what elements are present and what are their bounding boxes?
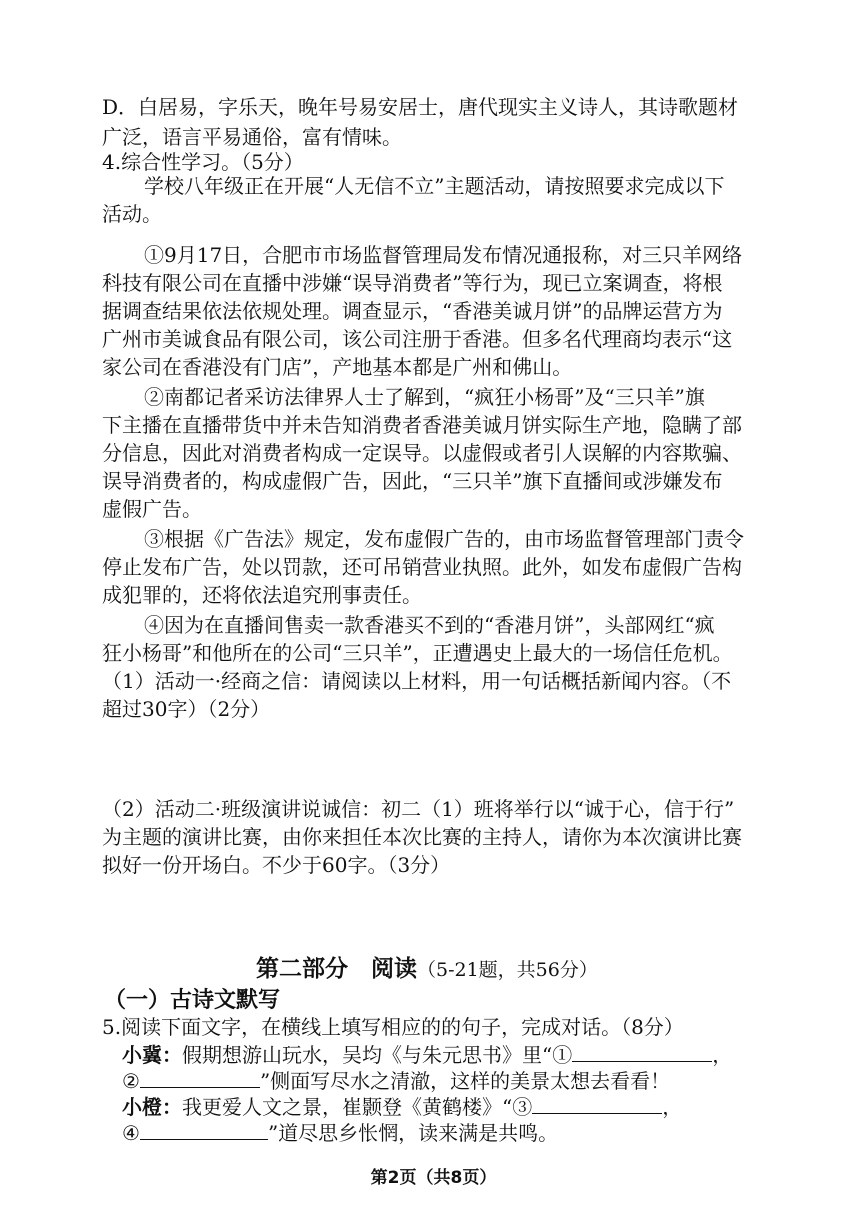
q4-sub1-line-1: （1）活动一·经商之信：请阅读以上材料，用一句话概括新闻内容。（不 [102,669,732,693]
q5-line-2-start: ② [122,1069,140,1093]
q5-line-2 [122,1068,670,1094]
q5-line-3-text: 我更爱人文之景，崔颢登《黄鹤楼》“③ [182,1095,533,1119]
section-1-title: （一）古诗文默写 [104,988,281,1013]
q5-line-4 [122,1120,558,1146]
q5-line-4-text: ”道尽思乡怅惘，读来满是共鸣。 [267,1121,559,1145]
material-3-line-2: 停止发布广告，处以罚款，还可吊销营业执照。此外，如发布虚假广告构 [102,555,742,579]
q4-sub2-line-1: （2）活动二·班级演讲说诚信：初二（1）班将举行以“诚于心，信于行” [102,797,735,821]
q5-title: 5.阅读下面文字，在横线上填写相应的的句子，完成对话。（8分） [102,1015,684,1039]
material-3-line-1: ③根据《广告法》规定，发布虚假广告的，由市场监督管理部门责令 [144,527,744,551]
material-1-line-5: 家公司在香港没有门店”，产地基本都是广州和佛山。 [102,355,573,379]
answer-blank-3[interactable] [532,1095,662,1114]
speaker-1: 小冀： [122,1043,182,1067]
q5-line-3-end: ， [662,1095,683,1119]
part-2-subtitle: （5-21题，共56分） [417,959,598,981]
page-footer: 第2页（共8页） [370,1168,497,1188]
part-2-title: 第二部分 阅读 [256,955,417,982]
answer-blank-2[interactable] [140,1069,260,1088]
q4-sub1-line-2: 超过30字）（2分） [102,697,271,721]
material-4-line-1: ④因为在直播间售卖一款香港买不到的“香港月饼”，头部网红“疯 [144,613,715,637]
answer-blank-1[interactable] [572,1043,712,1062]
q5-line-4-start: ④ [122,1121,140,1145]
q4-intro-line-2: 活动。 [102,202,162,226]
material-2-line-2: 下主播在直播带货中并未告知消费者香港美诚月饼实际生产地，隐瞒了部 [102,413,742,437]
q5-line-3 [122,1094,682,1120]
q4-intro-line-1: 学校八年级正在开展“人无信不立”主题活动，请按照要求完成以下 [144,174,725,198]
material-2-line-1: ②南都记者采访法律界人士了解到，“疯狂小杨哥”及“三只羊”旗 [144,385,705,409]
option-d-line-2: 广泛，语言平易通俗，富有情味。 [102,125,402,149]
part-2-heading [256,950,598,983]
q4-title: 4.综合性学习。（5分） [102,150,304,174]
material-3-line-3: 成犯罪的，还将依法追究刑事责任。 [102,583,422,607]
option-d-line-1: D．白居易，字乐天，晚年号易安居士，唐代现实主义诗人，其诗歌题材 [102,95,739,119]
answer-blank-4[interactable] [140,1121,268,1140]
q4-sub2-line-3: 拟好一份开场白。不少于60字。（3分） [102,853,451,877]
q5-line-1-end: ， [712,1043,733,1067]
q5-line-2-text: ”侧面写尽水之清澈，这样的美景太想去看看！ [259,1069,671,1093]
material-2-line-4: 误导消费者的，构成虚假广告，因此，“三只羊”旗下直播间或涉嫌发布 [102,469,723,493]
material-2-line-3: 分信息，因此对消费者构成一定误导。以虚假或者引人误解的内容欺骗、 [102,441,742,465]
material-1-line-3: 据调查结果依法依规处理。调查显示，“香港美诚月饼”的品牌运营方为 [102,299,723,323]
material-4-line-2: 狂小杨哥”和他所在的公司“三只羊”，正遭遇史上最大的一场信任危机。 [102,641,733,665]
material-1-line-4: 广州市美诚食品有限公司，该公司注册于香港。但多名代理商均表示“这 [102,327,733,351]
q5-line-1 [122,1042,732,1068]
material-2-line-5: 虚假广告。 [102,497,202,521]
speaker-2: 小橙： [122,1095,182,1119]
material-1-line-2: 科技有限公司在直播中涉嫌“误导消费者”等行为，现已立案调查，将根 [102,271,723,295]
q5-line-1-text: 假期想游山玩水，吴均《与朱元思书》里“① [182,1043,573,1067]
q4-sub2-line-2: 为主题的演讲比赛，由你来担任本次比赛的主持人，请你为本次演讲比赛 [102,825,742,849]
material-1-line-1: ①9月17日，合肥市市场监督管理局发布情况通报称，对三只羊网络 [144,243,743,267]
